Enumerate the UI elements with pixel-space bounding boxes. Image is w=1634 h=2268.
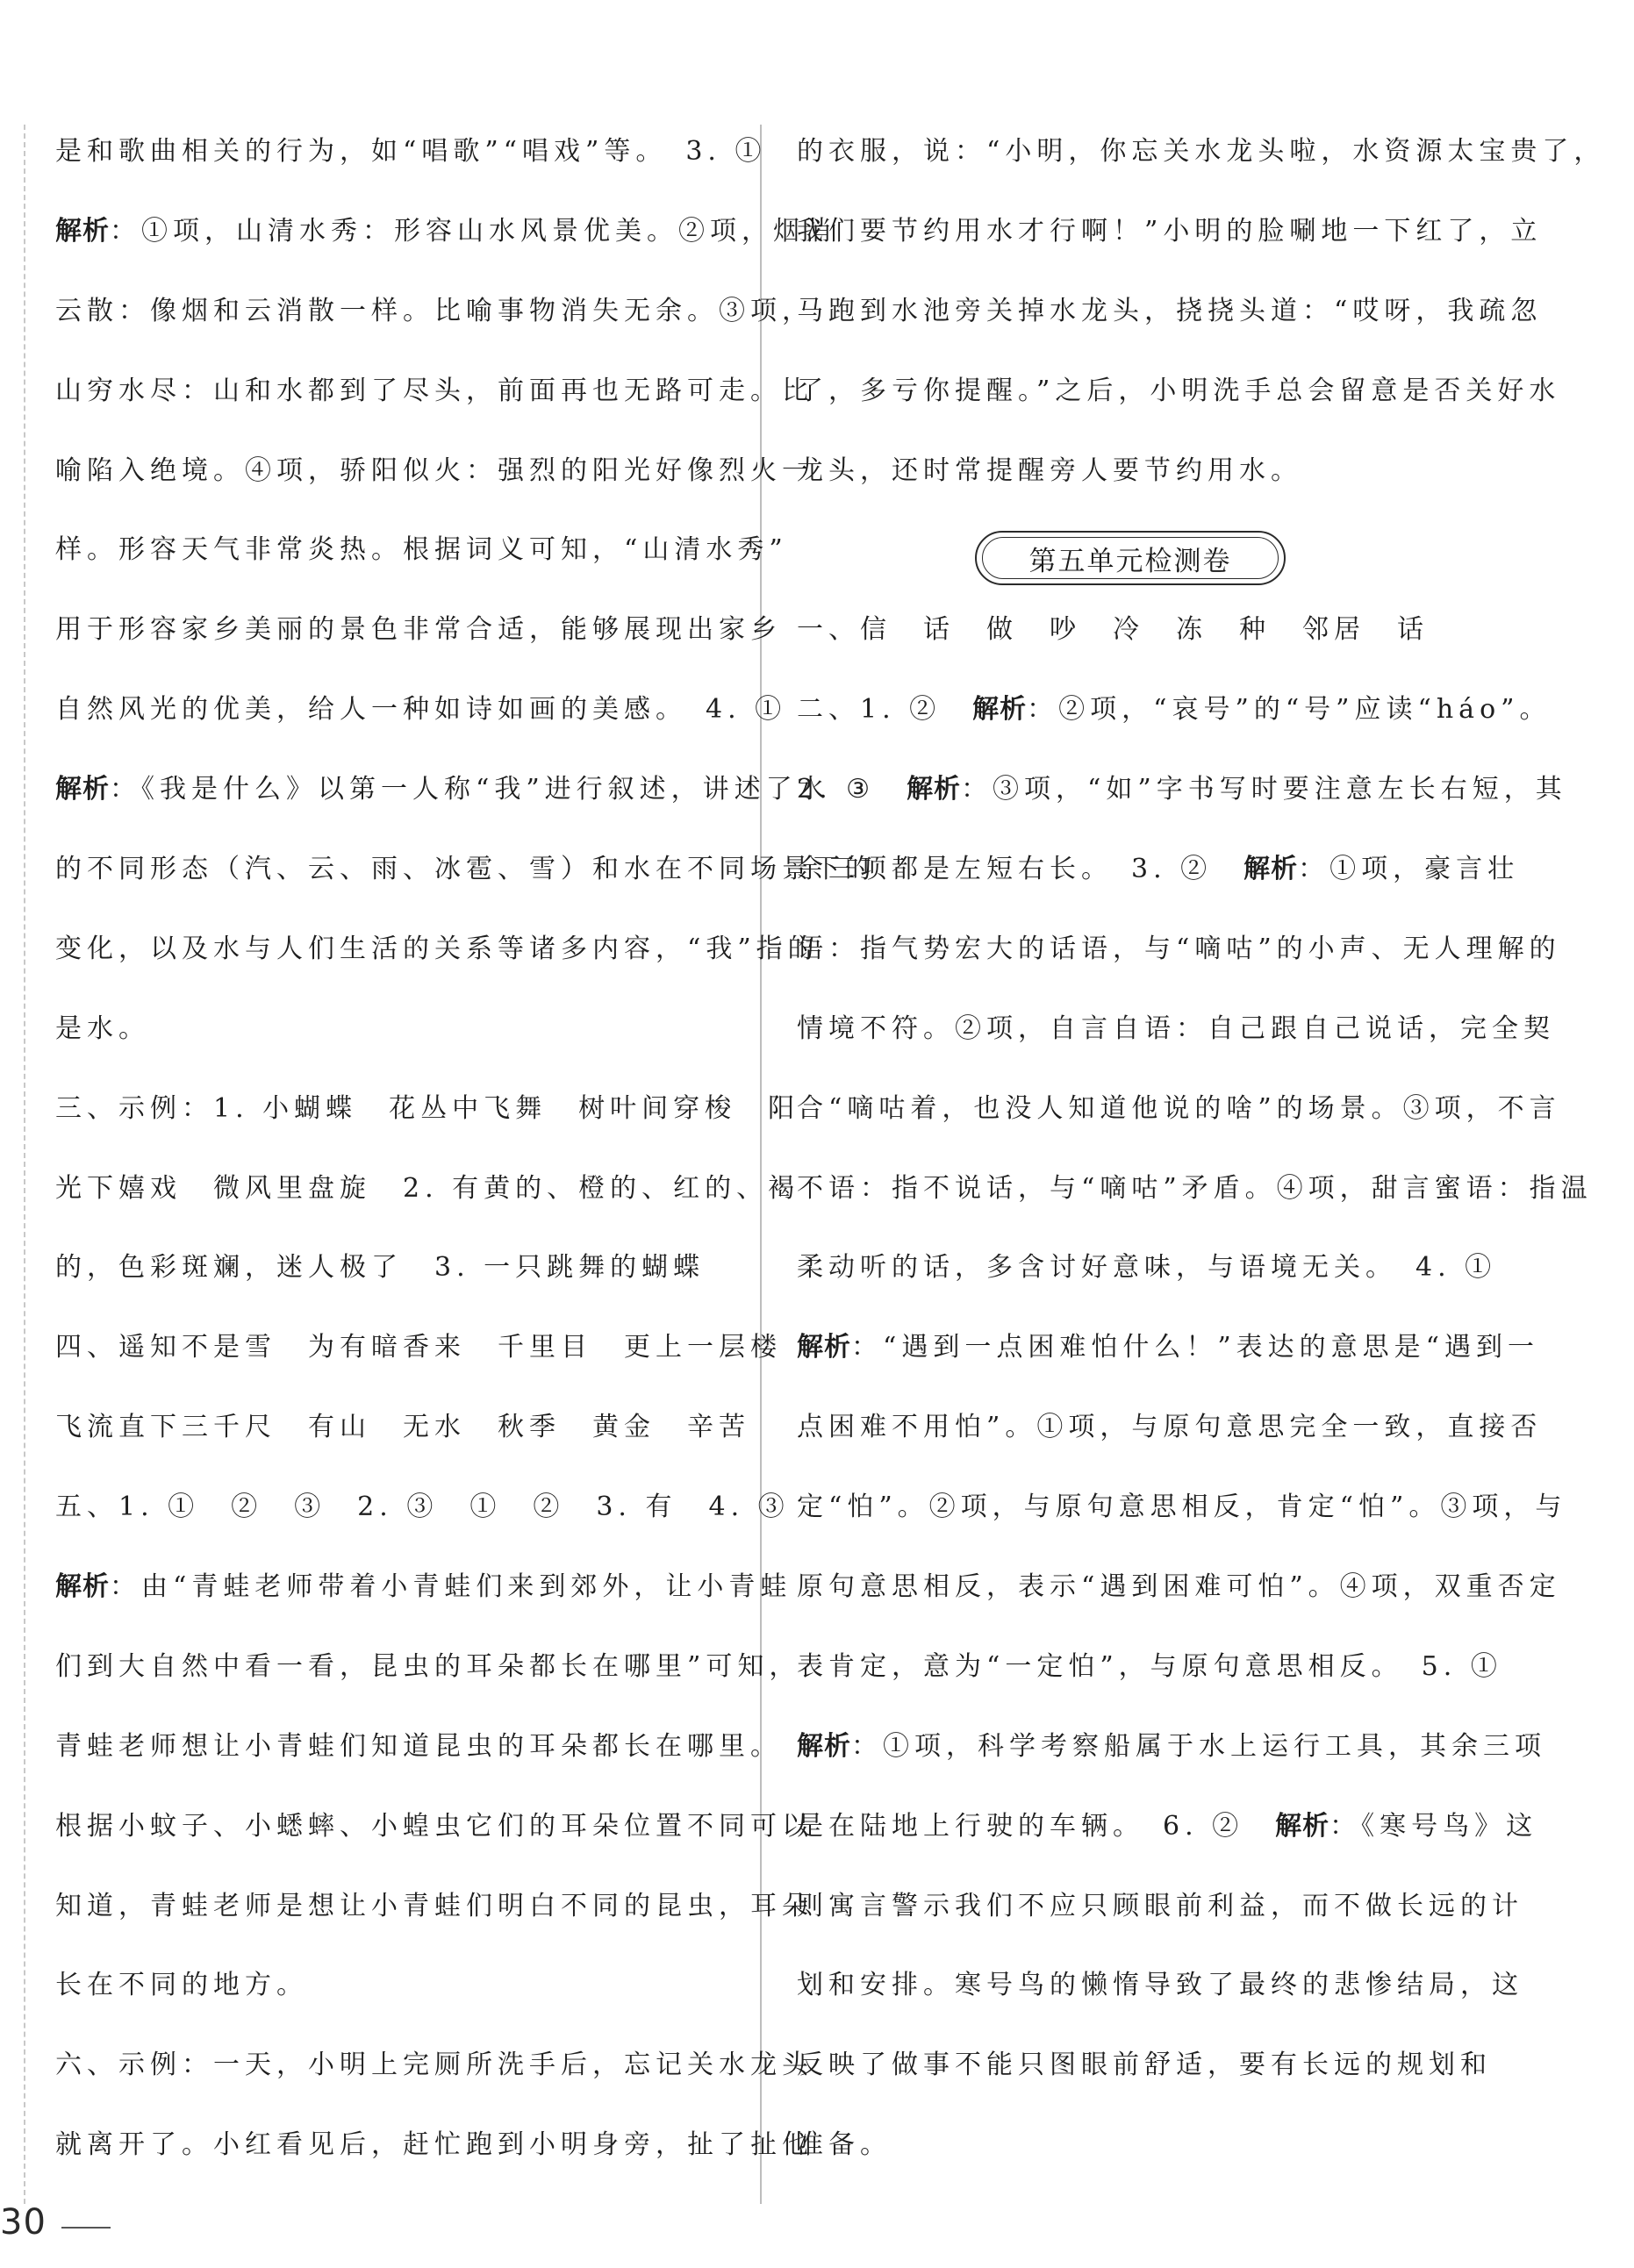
text-line: 用于形容家乡美丽的景色非常合适，能够展现出家乡 [55, 614, 782, 646]
right-column-bottom-text [797, 590, 1593, 2186]
text-line: 余三项都是左短右长。 3. ② 解析：①项，豪言壮 [797, 854, 1520, 885]
left-margin-dashed-line [24, 125, 25, 2204]
text-line: 的衣服，说：“小明，你忘关水龙头啦，水资源太宝贵了， [797, 136, 1606, 167]
text-line: 则寓言警示我们不应只顾眼前利益，而不做长远的计 [797, 1890, 1523, 1921]
text-line: 解析：《我是什么》以第一人称“我”进行叙述，讲述了水 [55, 774, 829, 805]
text-line: 不语：指不说话，与“嘀咕”矛盾。④项，甜言蜜语：指温 [797, 1172, 1593, 1204]
right-column [797, 112, 1606, 2186]
text-line: 五、1. ① ② ③ 2. ③ ① ② 3. 有 4. ③ [55, 1492, 790, 1523]
text-line: 就离开了。小红看见后，赶忙跑到小明身旁，扯了扯他 [55, 2129, 813, 2161]
text-line: 是在陆地上行驶的车辆。 6. ② 解析：《寒号鸟》这 [797, 1810, 1538, 1842]
text-line: 知道，青蛙老师是想让小青蛙们明白不同的昆虫，耳朵 [55, 1890, 813, 1921]
text-line: 变化，以及水与人们生活的关系等诸多内容，“我”指的 [55, 933, 820, 964]
section-title-badge [975, 531, 1286, 585]
text-line: 光下嬉戏 微风里盘旋 2. 有黄的、橙的、红的、褐 [55, 1172, 800, 1204]
text-line: 的不同形态（汽、云、雨、冰雹、雪）和水在不同场景下的 [55, 854, 877, 885]
text-line: 六、示例：一天，小明上完厕所洗手后，忘记关水龙头 [55, 2050, 813, 2081]
text-line: 原句意思相反，表示“遇到困难可怕”。④项，双重否定 [797, 1571, 1561, 1603]
text-line: 是和歌曲相关的行为，如“唱歌”“唱戏”等。 3. ① [55, 136, 767, 167]
text-line: 定“怕”。②项，与原句意思相反，肯定“怕”。③项，与 [797, 1492, 1567, 1523]
text-line: 解析：由“青蛙老师带着小青蛙们来到郊外，让小青蛙 [55, 1571, 792, 1603]
text-line: 二、1. ② 解析：②项，“哀号”的“号”应读“háo”。 [797, 694, 1552, 726]
text-line: 马跑到水池旁关掉水龙头，挠挠头道：“哎呀，我疏忽 [797, 295, 1543, 326]
page-number: 30 [0, 2202, 47, 2243]
text-line: 们到大自然中看一看，昆虫的耳朵都长在哪里”可知， [55, 1650, 801, 1682]
text-line: 合“嘀咕着，也没人知道他说的啥”的场景。③项，不言 [797, 1092, 1561, 1124]
text-line: 龙头，还时常提醒旁人要节约用水。 [797, 454, 1302, 486]
text-line: 样。形容天气非常炎热。根据词义可知，“山清水秀” [55, 534, 788, 566]
text-line: 2. ③ 解析：③项，“如”字书写时要注意左长右短，其 [797, 774, 1567, 805]
text-line: 了，多亏你提醒。”之后，小明洗手总会留意是否关好水 [797, 375, 1561, 406]
text-line: 喻陷入绝境。④项，骄阳似火：强烈的阳光好像烈火一 [55, 454, 813, 486]
text-line: 飞流直下三千尺 有山 无水 秋季 黄金 辛苦 [55, 1412, 750, 1443]
text-line: 解析：“遇到一点困难怕什么！”表达的意思是“遇到一 [797, 1332, 1540, 1363]
text-line: 解析：①项，山清水秀：形容山水风景优美。②项，烟消 [55, 215, 836, 247]
text-line: 我们要节约用水才行啊！”小明的脸唰地一下红了，立 [797, 215, 1543, 247]
section-title: 第五单元检测卷 [1028, 545, 1232, 577]
text-line: 柔动听的话，多含讨好意味，与语境无关。 4. ① [797, 1252, 1497, 1284]
text-line: 一、信 话 做 吵 冷 冻 种 邻居 话 [797, 614, 1429, 646]
text-line: 反映了做事不能只图眼前舒适，要有长远的规划和 [797, 2050, 1492, 2081]
text-line: 表肯定，意为“一定怕”，与原句意思相反。 5. ① [797, 1650, 1502, 1682]
text-line: 四、遥知不是雪 为有暗香来 千里目 更上一层楼 [55, 1332, 782, 1363]
text-line: 自然风光的优美，给人一种如诗如画的美感。 4. ① [55, 694, 787, 726]
page-number-dash [61, 2227, 111, 2229]
text-line: 是水。 [55, 1012, 150, 1044]
text-line: 山穷水尽：山和水都到了尽头，前面再也无路可走。比 [55, 375, 813, 406]
text-line: 云散：像烟和云消散一样。比喻事物消失无余。③项， [55, 295, 813, 326]
text-line: 语：指气势宏大的话语，与“嘀咕”的小声、无人理解的 [797, 933, 1561, 964]
text-line: 青蛙老师想让小青蛙们知道昆虫的耳朵都长在哪里。 [55, 1730, 782, 1762]
right-column-top-text [797, 112, 1606, 511]
text-line: 准备。 [797, 2129, 892, 2161]
text-line: 解析：①项，科学考察船属于水上运行工具，其余三项 [797, 1730, 1546, 1762]
text-line: 点困难不用怕”。①项，与原句意思完全一致，直接否 [797, 1412, 1543, 1443]
text-line: 三、示例：1. 小蝴蝶 花丛中飞舞 树叶间穿梭 阳 [55, 1092, 800, 1124]
text-line: 划和安排。寒号鸟的懒惰导致了最终的悲惨结局，这 [797, 1970, 1523, 2001]
text-line: 情境不符。②项，自言自语：自己跟自己说话，完全契 [797, 1012, 1555, 1044]
text-line: 的，色彩斑斓，迷人极了 3. 一只跳舞的蝴蝶 [55, 1252, 706, 1284]
text-line: 长在不同的地方。 [55, 1970, 308, 2001]
text-line: 根据小蚊子、小蟋蟀、小蝗虫它们的耳朵位置不同可以 [55, 1810, 813, 1842]
